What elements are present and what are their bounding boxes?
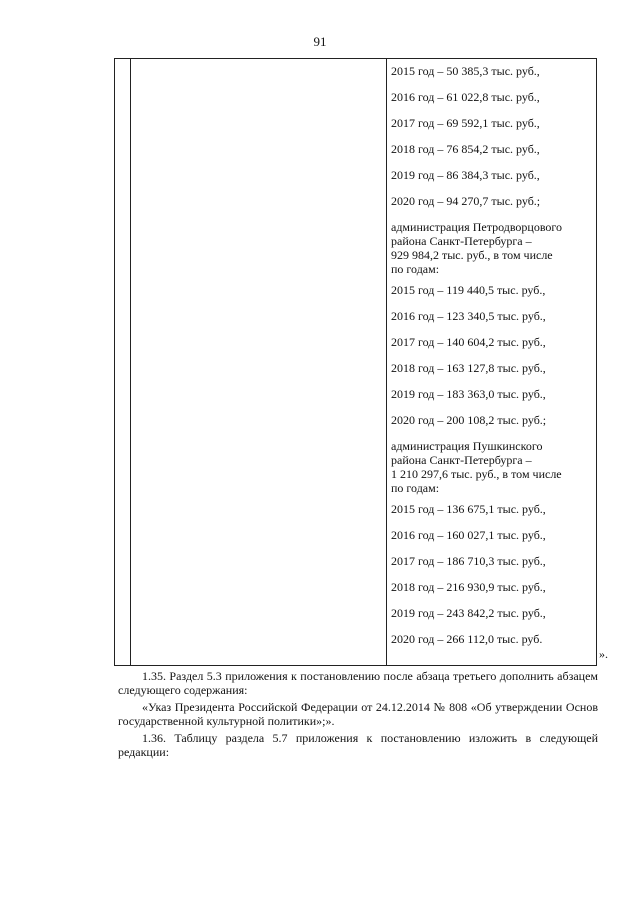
year-amount-line: 2020 год – 200 108,2 тыс. руб.;: [391, 413, 547, 427]
paragraph-decree-quote: «Указ Президента Российской Федерации от 24.12.2014 № 808 «Об утверждении Основ государственной культурной политики»;».: [118, 700, 598, 728]
year-amount-line: 2018 год – 216 930,9 тыс. руб.,: [391, 580, 546, 594]
year-amount-line: 2017 год – 186 710,3 тыс. руб.,: [391, 554, 546, 568]
admin-line: 1 210 297,6 тыс. руб., в том числе: [391, 467, 562, 481]
paragraph-1-35: 1.35. Раздел 5.3 приложения к постановлению после абзаца третьего дополнить абзацем следующего содержания:: [118, 669, 598, 697]
year-amount-line: 2015 год – 136 675,1 тыс. руб.,: [391, 502, 546, 516]
year-amount-line: 2019 год – 86 384,3 тыс. руб.,: [391, 168, 540, 182]
admin-line: 929 984,2 тыс. руб., в том числе: [391, 248, 553, 262]
admin-line: администрация Пушкинского: [391, 439, 543, 453]
year-amount-line: 2015 год – 119 440,5 тыс. руб.,: [391, 283, 546, 297]
year-amount-line: 2019 год – 243 842,2 тыс. руб.,: [391, 606, 546, 620]
admin-petrodvorets-block: [391, 220, 592, 276]
admin-line: по годам:: [391, 481, 440, 495]
table-cell-number: [115, 59, 131, 666]
admin-line: района Санкт-Петербурга –: [391, 453, 532, 467]
closing-quote-mark: ».: [599, 647, 608, 661]
admin-pushkin-block: [391, 439, 592, 495]
year-amount-line: 2020 год – 266 112,0 тыс. руб.: [391, 632, 543, 646]
year-amount-line: 2016 год – 160 027,1 тыс. руб.,: [391, 528, 546, 542]
year-amount-line: 2020 год – 94 270,7 тыс. руб.;: [391, 194, 541, 208]
year-amount-line: 2016 год – 123 340,5 тыс. руб.,: [391, 309, 546, 323]
admin-line: по годам:: [391, 262, 440, 276]
admin-line: района Санкт-Петербурга –: [391, 234, 532, 248]
year-amount-line: 2017 год – 69 592,1 тыс. руб.,: [391, 116, 540, 130]
table-cell-funding: [387, 59, 597, 666]
year-amount-line: 2016 год – 61 022,8 тыс. руб.,: [391, 90, 540, 104]
page-number: 91: [313, 34, 327, 49]
admin-line: администрация Петродворцового: [391, 220, 563, 234]
table-row: [115, 59, 597, 666]
paragraph-1-36: 1.36. Таблицу раздела 5.7 приложения к постановлению изложить в следующей редакции:: [118, 731, 598, 759]
table-cell-description: [131, 59, 387, 666]
year-amount-line: 2015 год – 50 385,3 тыс. руб.,: [391, 64, 540, 78]
year-amount-line: 2019 год – 183 363,0 тыс. руб.,: [391, 387, 546, 401]
funding-table: [114, 58, 597, 666]
year-amount-line: 2018 год – 76 854,2 тыс. руб.,: [391, 142, 540, 156]
year-amount-line: 2017 год – 140 604,2 тыс. руб.,: [391, 335, 546, 349]
year-amount-line: 2018 год – 163 127,8 тыс. руб.,: [391, 361, 546, 375]
